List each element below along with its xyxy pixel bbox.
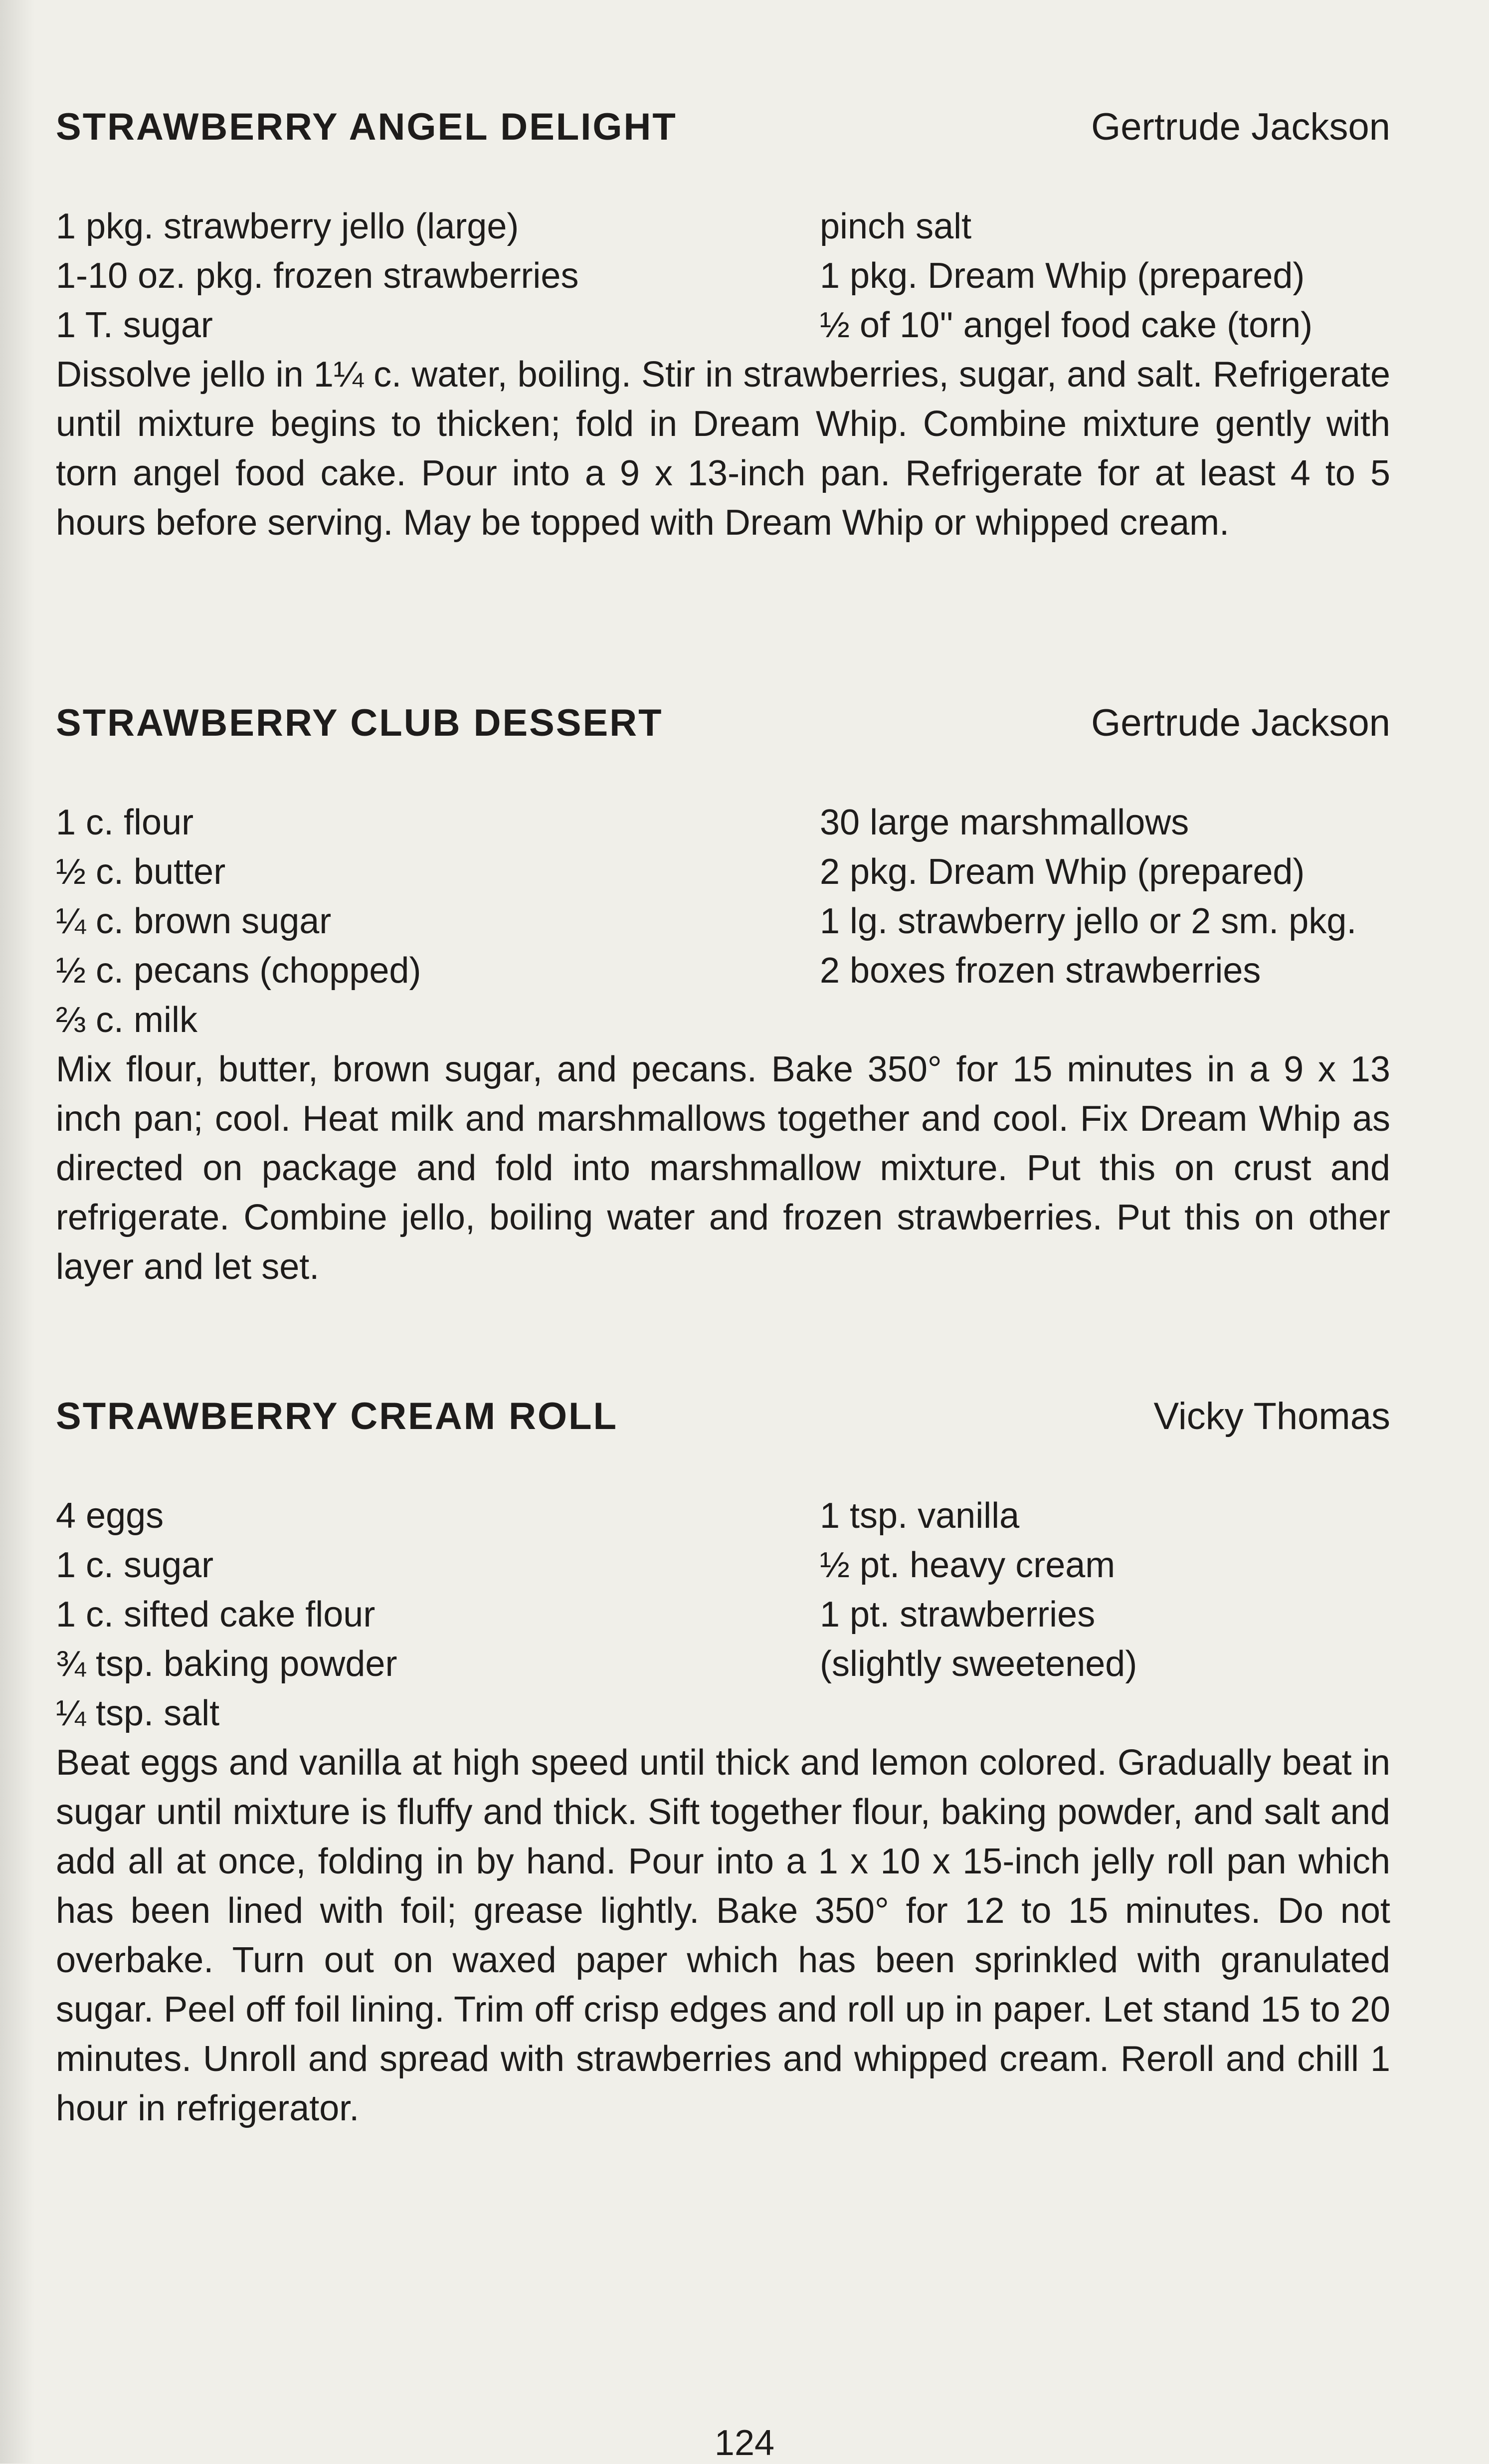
recipe-title: STRAWBERRY CREAM ROLL <box>56 1395 618 1437</box>
ingredient-column-left <box>56 798 421 1045</box>
ingredient-item: 2 pkg. Dream Whip (prepared) <box>820 852 1305 892</box>
ingredient-list <box>56 798 1390 1045</box>
ingredient-column-right <box>820 798 1356 996</box>
ingredient-item: pinch salt <box>820 206 972 246</box>
ingredient-list <box>56 1491 1390 1738</box>
ingredient-item: 1 c. sifted cake flour <box>56 1595 375 1635</box>
recipe-author: Gertrude Jackson <box>1091 702 1390 744</box>
ingredient-item: ½ c. pecans (chopped) <box>56 951 421 991</box>
ingredient-column-left <box>56 202 578 350</box>
recipe-header <box>56 1392 1390 1441</box>
ingredient-item: 30 large marshmallows <box>820 803 1189 842</box>
ingredient-item: ¾ tsp. baking powder <box>56 1644 397 1684</box>
recipe-title: STRAWBERRY CLUB DESSERT <box>56 702 663 744</box>
ingredient-item: 1 lg. strawberry jello or 2 sm. pkg. <box>820 901 1357 941</box>
ingredient-item: ½ pt. heavy cream <box>820 1545 1116 1585</box>
recipe-author: Vicky Thomas <box>1153 1395 1390 1437</box>
recipe-directions: Mix flour, butter, brown sugar, and pecans. Bake 350° for 15 minutes in a 9 x 13 inch pan; cool. Heat milk and marshmallows together and cool. Fix Dream Whip as directed on package and fold into marshmallow mixture. Put this on crust and refrigerate. Combine jello, boiling water and frozen strawberries. Put this on other layer and let set. <box>56 1049 1390 1287</box>
ingredient-column-right <box>820 202 1312 350</box>
ingredient-item: ½ of 10'' angel food cake (torn) <box>820 305 1313 345</box>
ingredient-item: ¼ c. brown sugar <box>56 901 332 941</box>
ingredient-item: (slightly sweetened) <box>820 1644 1137 1684</box>
recipe-strawberry-club-dessert <box>56 698 1390 1287</box>
recipe-author: Gertrude Jackson <box>1091 106 1390 148</box>
page-binding-shadow <box>0 0 35 2464</box>
ingredient-item: 1 c. sugar <box>56 1545 214 1585</box>
ingredient-item: 1 pt. strawberries <box>820 1595 1096 1635</box>
recipe-strawberry-angel-delight <box>56 102 1390 543</box>
ingredient-item: ⅔ c. milk <box>56 1000 198 1040</box>
ingredient-item: 4 eggs <box>56 1496 164 1536</box>
ingredient-item: 2 boxes frozen strawberries <box>820 951 1261 991</box>
ingredient-item: 1-10 oz. pkg. frozen strawberries <box>56 256 579 296</box>
recipe-header <box>56 102 1390 152</box>
page-number: 124 <box>714 2423 775 2463</box>
recipe-directions: Dissolve jello in 1¼ c. water, boiling. Stir in strawberries, sugar, and salt. Refrigerate until mixture begins to thicken; fold in Dream Whip. Combine mixture gently with torn angel food cake. Pour into a 9 x 13-inch pan. Refrigerate for at least 4 to 5 hours before serving. May be topped with Dream Whip or whipped cream. <box>56 355 1390 543</box>
ingredient-item: 1 c. flour <box>56 803 194 842</box>
recipe-header <box>56 698 1390 748</box>
recipe-directions: Beat eggs and vanilla at high speed until thick and lemon colored. Gradually beat in sugar until mixture is fluffy and thick. Sift together flour, baking powder, and salt and add all at once, folding in by hand. Pour into a 1 x 10 x 15-inch jelly roll pan which has been lined with foil; grease lightly. Bake 350° for 12 to 15 minutes. Do not overbake. Turn out on waxed paper which has been sprinkled with granulated sugar. Peel off foil lining. Trim off crisp edges and roll up in paper. Let stand 15 to 20 minutes. Unroll and spread with strawberries and whipped cream. Reroll and chill 1 hour in refrigerator. <box>56 1743 1390 2128</box>
recipe-title: STRAWBERRY ANGEL DELIGHT <box>56 106 677 148</box>
ingredient-column-left <box>56 1491 397 1738</box>
ingredient-list <box>56 202 1390 350</box>
recipe-strawberry-cream-roll <box>56 1392 1390 2128</box>
ingredient-item: 1 tsp. vanilla <box>820 1496 1020 1536</box>
ingredient-item: 1 pkg. strawberry jello (large) <box>56 206 519 246</box>
ingredient-item: 1 T. sugar <box>56 305 213 345</box>
ingredient-item: ¼ tsp. salt <box>56 1693 220 1733</box>
ingredient-item: ½ c. butter <box>56 852 226 892</box>
ingredient-item: 1 pkg. Dream Whip (prepared) <box>820 256 1305 296</box>
ingredient-column-right <box>820 1491 1137 1689</box>
